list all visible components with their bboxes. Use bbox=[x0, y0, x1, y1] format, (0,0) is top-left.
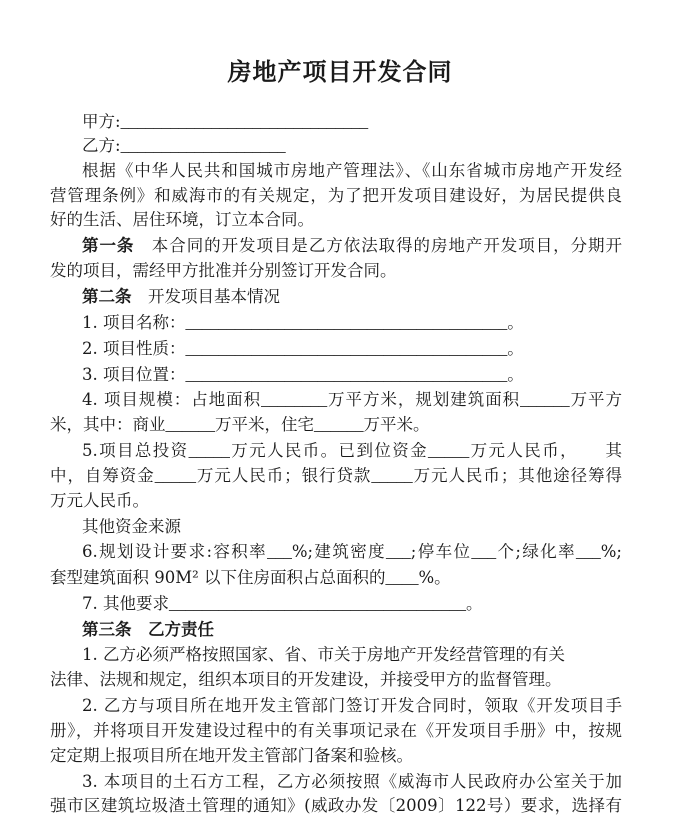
text-span: 其他资金来源 bbox=[82, 517, 181, 536]
text-span: 万元人民币。 bbox=[50, 491, 149, 510]
paragraph-line bbox=[50, 720, 622, 742]
paragraph-line bbox=[82, 695, 622, 717]
paragraph-line bbox=[82, 644, 622, 666]
text-span: 万平米，住宅 bbox=[215, 415, 314, 434]
text-span: 本合同的开发项目是乙方依法取得的房地产开发项目，分期开 bbox=[134, 236, 622, 255]
paragraph-line bbox=[82, 516, 622, 538]
paragraph-line bbox=[82, 541, 622, 563]
text-span: 法律、法规和规定，组织本项目的开发建设，并接受甲方的监督管理。 bbox=[50, 670, 562, 689]
text-span: 3. 项目位置： bbox=[82, 365, 186, 384]
paragraph-line bbox=[50, 567, 622, 589]
text-span: 。 bbox=[507, 365, 524, 384]
paragraph-line bbox=[50, 209, 622, 231]
text-span: 万元人民币；银行贷款 bbox=[195, 466, 372, 485]
text-span: 定定期上报项目所在地开发主管部门备案和验核。 bbox=[50, 746, 413, 765]
fill-in-blank[interactable]: ____ bbox=[385, 568, 419, 587]
fill-in-blank[interactable]: ______ bbox=[165, 415, 215, 434]
text-span: 。 bbox=[507, 313, 524, 332]
paragraph-line bbox=[50, 669, 622, 691]
paragraph-line bbox=[50, 185, 622, 207]
text-span: 7. 其他要求 bbox=[82, 594, 169, 613]
fill-in-blank[interactable]: ___ bbox=[471, 542, 497, 561]
paragraph-line bbox=[50, 745, 622, 767]
fill-in-blank[interactable]: _____ bbox=[188, 441, 230, 460]
text-span: 册》，并将项目开发建设过程中的有关事项记录在《开发项目手册》中，按规 bbox=[50, 721, 622, 740]
text-span: 发的项目，需经甲方批准并分别签订开发合同。 bbox=[50, 261, 397, 280]
paragraph-line bbox=[82, 389, 622, 411]
fill-in-blank[interactable]: _____ bbox=[428, 441, 470, 460]
text-span: 套型建筑面积 90M² 以下住房面积占总面积的 bbox=[50, 568, 386, 587]
text-span: 6.规划设计要求:容积率 bbox=[82, 542, 268, 561]
paragraph-line bbox=[82, 619, 622, 641]
paragraph-line bbox=[82, 286, 622, 308]
clause-heading: 第三条 乙方责任 bbox=[82, 620, 214, 639]
text-span: 根据《中华人民共和国城市房地产管理法》、《山东省城市房地产开发经 bbox=[82, 161, 622, 180]
text-span: 1. 乙方必须严格按照国家、省、市关于房地产开发经营管理的有关 bbox=[82, 645, 565, 664]
text-span: 营管理条例》和威海市的有关规定，为了把开发项目建设好，为居民提供良 bbox=[50, 186, 622, 205]
paragraph-line bbox=[82, 111, 622, 133]
paragraph-line bbox=[82, 338, 622, 360]
text-span: 开发项目基本情况 bbox=[131, 287, 280, 306]
paragraph-line bbox=[82, 160, 622, 182]
fill-in-blank[interactable]: ______________________________ bbox=[120, 112, 369, 131]
text-span: 万平方 bbox=[569, 390, 622, 409]
paragraph-line bbox=[82, 312, 622, 334]
text-span: %;建筑密度 bbox=[291, 542, 386, 561]
text-span: ;停车位 bbox=[410, 542, 472, 561]
document-title: 房地产项目开发合同 bbox=[227, 57, 453, 86]
paragraph-line bbox=[82, 771, 622, 793]
text-span: 5.项目总投资 bbox=[82, 441, 189, 460]
fill-in-blank[interactable]: ____________________ bbox=[120, 136, 286, 155]
paragraph-line bbox=[82, 440, 622, 462]
text-span: 1. 项目名称： bbox=[82, 313, 186, 332]
fill-in-blank[interactable]: _____ bbox=[154, 466, 196, 485]
clause-heading: 第一条 bbox=[82, 236, 135, 255]
text-span: 中，自筹资金 bbox=[50, 466, 155, 485]
text-span: 好的生活、居住环境，订立本合同。 bbox=[50, 210, 314, 229]
text-span: 米，其中：商业 bbox=[50, 415, 166, 434]
fill-in-blank[interactable]: ______ bbox=[520, 390, 570, 409]
text-span: 万元人民币。已到位资金 bbox=[229, 441, 428, 460]
text-span: 2. 项目性质： bbox=[82, 339, 186, 358]
text-span: 3. 本项目的土石方工程，乙方必须按照《威海市人民政府办公室关于加 bbox=[82, 772, 622, 791]
fill-in-blank[interactable]: ___ bbox=[267, 542, 292, 561]
text-span: 。 bbox=[507, 339, 524, 358]
paragraph-line bbox=[50, 414, 622, 436]
text-span: 。 bbox=[466, 594, 483, 613]
fill-in-blank[interactable]: ___ bbox=[386, 542, 411, 561]
fill-in-blank[interactable]: ____________________________________ bbox=[169, 594, 466, 613]
text-span: %; bbox=[600, 542, 622, 561]
fill-in-blank[interactable]: ______ bbox=[314, 415, 364, 434]
paragraph-line bbox=[82, 135, 622, 157]
paragraph-line bbox=[50, 490, 622, 512]
fill-in-blank[interactable]: ________ bbox=[261, 390, 328, 409]
paragraph-line bbox=[50, 795, 622, 817]
fill-in-blank[interactable]: _______________________________________ bbox=[185, 339, 508, 358]
fill-in-blank[interactable]: _______________________________________ bbox=[185, 365, 508, 384]
text-span: 万元人民币， 其 bbox=[469, 441, 622, 460]
fill-in-blank[interactable]: ___ bbox=[576, 542, 601, 561]
paragraph-line bbox=[50, 260, 622, 282]
text-span: 万元人民币；其他途径筹得 bbox=[412, 466, 622, 485]
fill-in-blank[interactable]: _______________________________________ bbox=[185, 313, 508, 332]
text-span: 个;绿化率 bbox=[496, 542, 576, 561]
text-span: 万平方米，规划建筑面积 bbox=[327, 390, 521, 409]
paragraph-line bbox=[82, 235, 622, 257]
text-span: 甲方: bbox=[82, 112, 121, 131]
text-span: 万平米。 bbox=[363, 415, 430, 434]
text-span: %。 bbox=[418, 568, 451, 587]
clause-heading: 第二条 bbox=[82, 287, 132, 306]
text-span: 2. 乙方与项目所在地开发主管部门签订开发合同时，领取《开发项目手 bbox=[82, 696, 622, 715]
paragraph-line bbox=[82, 593, 622, 615]
text-span: 乙方: bbox=[82, 136, 121, 155]
text-span: 4. 项目规模：占地面积 bbox=[82, 390, 262, 409]
fill-in-blank[interactable]: _____ bbox=[371, 466, 413, 485]
paragraph-line bbox=[50, 465, 622, 487]
paragraph-line bbox=[82, 364, 622, 386]
text-span: 强市区建筑垃圾渣土管理的通知》(威政办发〔2009〕122号）要求，选择有 bbox=[50, 796, 622, 815]
